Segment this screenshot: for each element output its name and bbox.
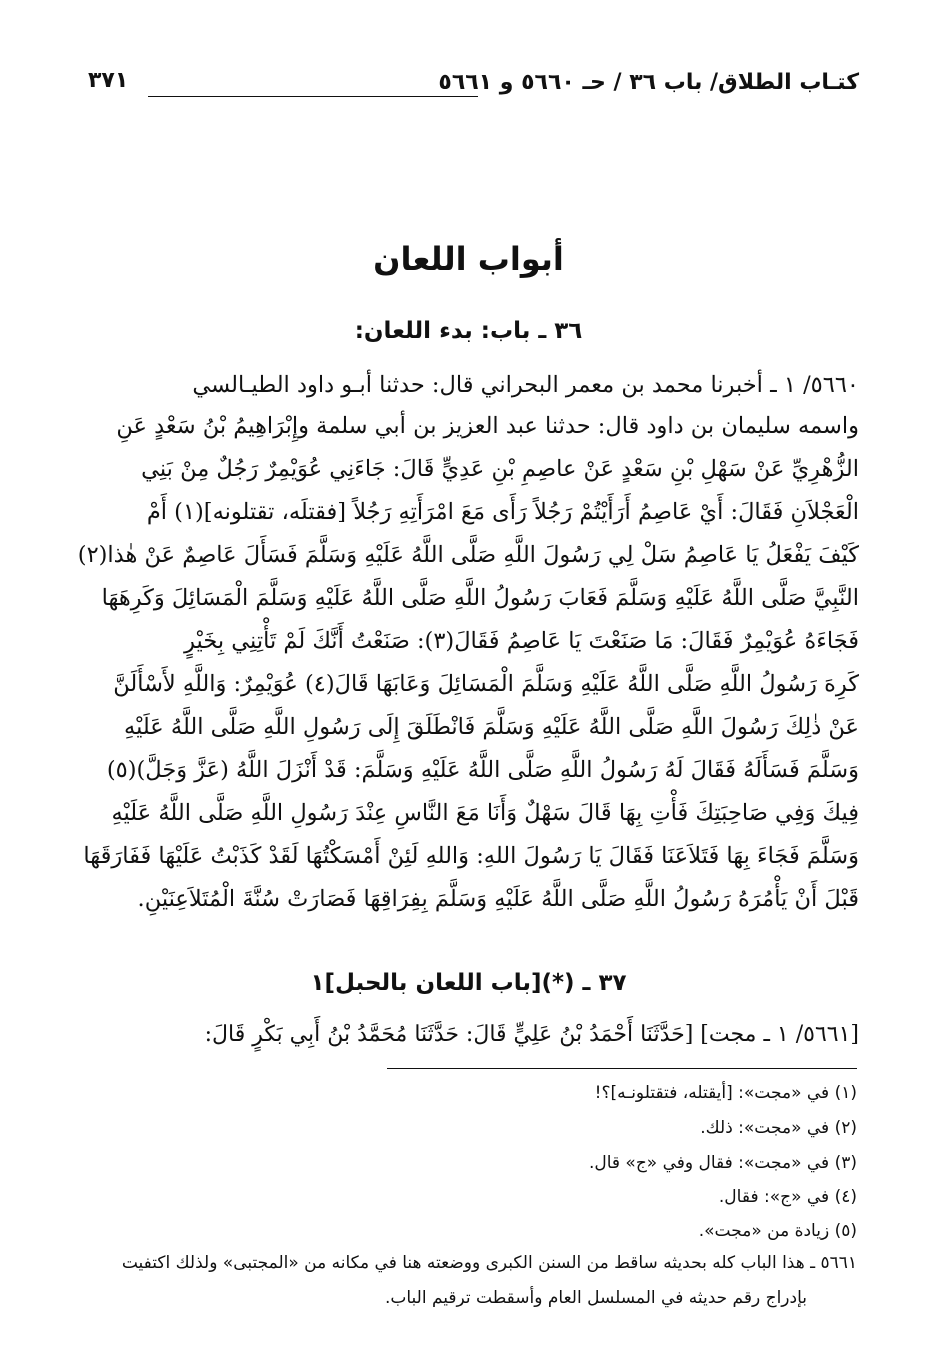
- running-header: كتـاب الطلاق/ باب ٣٦ / حـ ٥٦٦٠ و ٥٦٦١: [438, 70, 859, 95]
- hadith-line: ٥٦٦٠/ ١ ـ أخبرنا محمد بن معمر البحراني قال: حدثنا أبـو داود الطيـالسي: [192, 372, 859, 398]
- hadith-line: فِيكَ وَفِي صَاحِبَتِكَ فَأْتِ بِهَا قَالَ سَهْلٌ وَأَنَا مَعَ النَّاسِ عِنْدَ رَسُولِ اللَّهِ صَلَّى اللَّهُ عَلَيْهِ: [111, 800, 859, 826]
- hadith-5661-opening: [٥٦٦١/ ١ ـ مجت] [حَدَّثَنَا أَحْمَدُ بْنُ عَلِيٍّ قَالَ: حَدَّثَنَا مُحَمَّدُ بْنُ أَبِي بَكْرٍ قَالَ:: [204, 1022, 859, 1047]
- footnote: (٣) في «مجت»: فقال وفي «ج» قال.: [588, 1153, 857, 1173]
- footnote: (٥) زيادة من «مجت».: [698, 1221, 857, 1241]
- hadith-line: عَنْ ذٰلِكَ رَسُولَ اللَّهِ صَلَّى اللَّهُ عَلَيْهِ وَسَلَّمَ فَانْطَلَقَ إِلَى رَسُولِ اللَّهِ صَلَّى اللَّهُ عَلَيْهِ: [124, 714, 859, 740]
- section-title: أبواب اللعان: [373, 240, 564, 278]
- hadith-line: واسمه سليمان بن داود قال: حدثنا عبد العزيز بن أبي سلمة وإِبْرَاهِيمُ بْنُ سَعْدٍ عَنِ: [116, 413, 859, 439]
- hadith-line: الْعَجْلاَنِ فَقَالَ: أَيْ عَاصِمُ أَرَأَيْتُمْ رَجُلاً رَأَى مَعَ امْرَأَتِهِ رَجُلاً [فقتلَه، تقتلونه](١) أَمْ: [146, 499, 859, 525]
- footnote-rule: [387, 1068, 857, 1069]
- hadith-line: فَجَاءَهُ عُوَيْمِرٌ فَقَالَ: مَا صَنَعْتَ يَا عَاصِمُ فَقَالَ(٣): صَنَعْتُ أَنَّكَ لَمْ تَأْتِنِي بِخَيْرٍ: [184, 628, 859, 654]
- hadith-line: قَبْلَ أَنْ يَأْمُرَهُ رَسُولُ اللَّهِ صَلَّى اللَّهُ عَلَيْهِ وَسَلَّمَ بِفِرَاقِهَا فَصَارَتْ سُنَّةَ الْمُتَلاَعِنَيْنِ.: [137, 886, 859, 912]
- chapter-36-heading: ٣٦ ـ باب: بدء اللعان:: [354, 318, 583, 344]
- header-rule: [148, 96, 478, 97]
- footnote: (٤) في «ج»: فقال.: [718, 1187, 857, 1207]
- hadith-line: النَّبِيَّ صَلَّى اللَّهُ عَلَيْهِ وَسَلَّمَ فَعَابَ رَسُولُ اللَّهِ صَلَّى اللَّهُ عَلَيْهِ وَسَلَّمَ الْمَسَائِلَ وَكَرِهَهَا: [101, 585, 859, 611]
- hadith-line: كَيْفَ يَفْعَلُ يَا عَاصِمُ سَلْ لِي رَسُولَ اللَّهِ صَلَّى اللَّهُ عَلَيْهِ وَسَلَّمَ فَسَأَلَ عَاصِمٌ عَنْ هٰذا(٢): [77, 542, 859, 568]
- footnote: (١) في «مجت»: [أيقتله، فتقتلونـه]؟!: [594, 1083, 857, 1103]
- footnote: (٢) في «مجت»: ذلك.: [700, 1118, 857, 1138]
- hadith-line: كَرِهَ رَسُولُ اللَّهِ صَلَّى اللَّهُ عَلَيْهِ وَسَلَّمَ الْمَسَائِلَ وَعَابَهَا قَالَ(٤) عُوَيْمِرٌ: وَاللَّهِ لأَسْأَلَنَّ: [113, 671, 859, 697]
- editor-note-line: بإدراج رقم حديثه في المسلسل العام وأسقطت ترقيم الباب.: [384, 1288, 807, 1308]
- page-number: ٣٧١: [88, 68, 129, 93]
- editor-note-line: ٥٦٦١ ـ هذا الباب كله بحديثه ساقط من السنن الكبرى ووضعته هنا في مكانه من «المجتبى» ولذلك اكتفيت: [121, 1253, 857, 1273]
- chapter-37-heading: ٣٧ ـ (*)[باب اللعان بالحبل]١: [310, 970, 627, 996]
- hadith-line: وَسَلَّمَ فَجَاءَ بِهَا فَتَلاَعَنَا فَقَالَ يَا رَسُولَ اللهِ: وَاللهِ لَئِنْ أَمْسَكْتُهَا لَقَدْ كَذَبْتُ عَلَيْهَا فَفَارَقَهَا: [83, 843, 859, 869]
- hadith-line: وَسَلَّمَ فَسَأَلَهُ فَقَالَ لَهُ رَسُولُ اللَّهِ صَلَّى اللَّهُ عَلَيْهِ وَسَلَّمَ: قَدْ أَنْزَلَ اللَّهُ (عَزَّ وَجَلَّ)(٥): [106, 757, 859, 783]
- hadith-line: الزُّهْرِيِّ عَنْ سَهْلِ بْنِ سَعْدٍ عَنْ عاصِمِ بْنِ عَدِيٍّ قَالَ: جَاءَنِي عُوَيْمِرٌ رَجُلٌ مِنْ بَنِي: [141, 456, 859, 482]
